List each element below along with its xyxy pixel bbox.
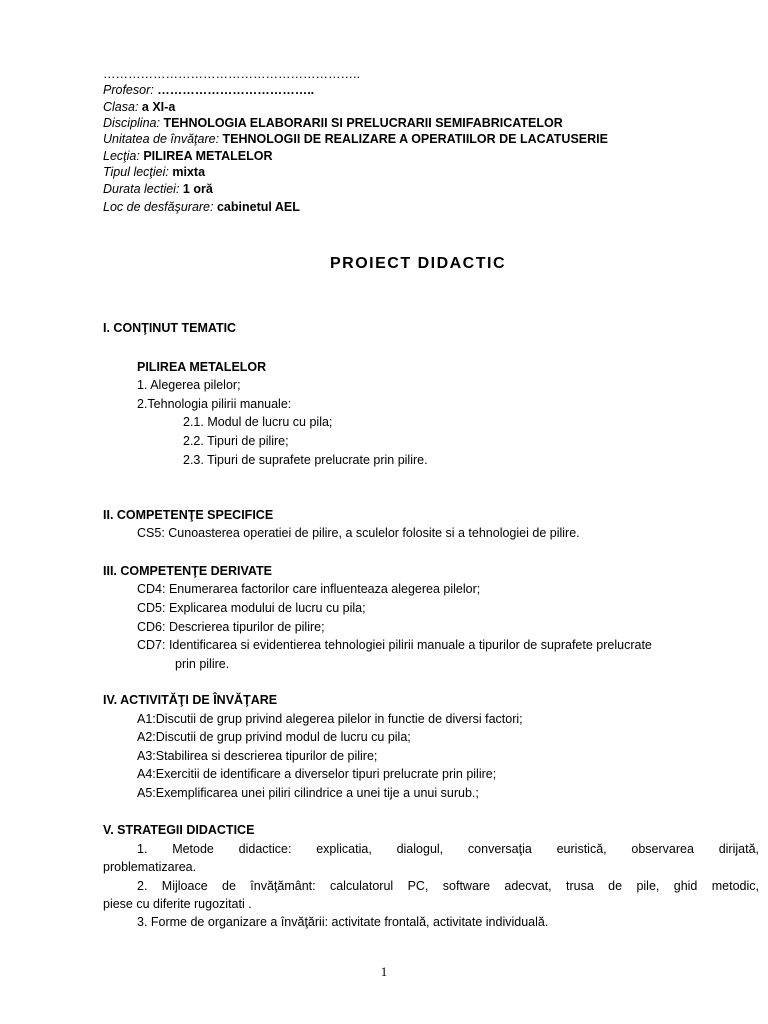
section-heading-competente-specifice: II. COMPETENŢE SPECIFICE <box>103 508 274 522</box>
loc-label: Loc de desfăşurare: <box>103 200 214 214</box>
list-item: A5:Exemplificarea unei piliri cilindrice a unei tije a unui surub.; <box>137 786 479 800</box>
header-durata <box>103 181 213 197</box>
header-dots: …………………………………………………….. <box>103 67 360 81</box>
loc-value: cabinetul AEL <box>216 200 300 214</box>
paragraph-metode-line1: 1. Metode didactice: explicatia, dialogul, conversaţia euristică, observarea dirijată, <box>137 842 759 856</box>
section-subheading: PILIREA METALELOR <box>137 360 267 374</box>
paragraph-mijloace-line1: 2. Mijloace de învăţământ: calculatorul PC, software adecvat, trusa de pile, ghid metodic, <box>137 879 759 893</box>
list-item: A1:Discutii de grup privind alegerea pilelor in functie de diversi factori; <box>137 712 523 726</box>
list-item: CD7: Identificarea si evidentierea tehnologiei pilirii manuale a tipurilor de suprafete prelucrate <box>137 638 652 652</box>
list-item-continuation: prin pilire. <box>175 657 230 671</box>
lectia-label: Lecţia: <box>103 149 140 163</box>
page-title: PROIECT DIDACTIC <box>330 255 506 272</box>
durata-label: Durata lectiei: <box>103 182 180 196</box>
page-number: 1 <box>380 964 388 979</box>
list-item: A2:Discutii de grup privind modul de lucru cu pila; <box>137 730 411 744</box>
list-item: CD6: Descrierea tipurilor de pilire; <box>137 620 325 634</box>
header-disciplina <box>103 115 563 131</box>
disciplina-value: TEHNOLOGIA ELABORARII SI PRELUCRARII SEMIFABRICATELOR <box>163 116 563 130</box>
section-heading-strategii: V. STRATEGII DIDACTICE <box>103 823 255 837</box>
unitatea-value: TEHNOLOGII DE REALIZARE A OPERATIILOR DE LACATUSERIE <box>222 132 608 146</box>
disciplina-label: Disciplina: <box>103 116 160 130</box>
header-clasa <box>103 99 175 115</box>
list-item: 2.3. Tipuri de suprafete prelucrate prin pilire. <box>183 453 428 467</box>
durata-value: 1 oră <box>182 182 213 196</box>
list-item: A3:Stabilirea si descrierea tipurilor de pilire; <box>137 749 378 763</box>
profesor-label: Profesor: <box>103 83 154 97</box>
paragraph-metode-line2: problematizarea. <box>103 860 197 874</box>
header-loc <box>103 199 300 215</box>
clasa-value: a XI-a <box>141 100 176 114</box>
list-item: A4:Exercitii de identificare a diverselor tipuri prelucrate prin pilire; <box>137 767 497 781</box>
section-heading-continut: I. CONŢINUT TEMATIC <box>103 321 237 335</box>
header-lectia <box>103 148 273 164</box>
tipul-value: mixta <box>172 165 206 179</box>
header-profesor <box>103 82 314 98</box>
paragraph-mijloace-line2: piese cu diferite rugozitati . <box>103 897 252 911</box>
lectia-value: PILIREA METALELOR <box>143 149 273 163</box>
header-unitatea <box>103 131 608 147</box>
list-item: CS5: Cunoasterea operatiei de pilire, a sculelor folosite si a tehnologiei de pilire. <box>137 526 580 540</box>
list-item: 2.2. Tipuri de pilire; <box>183 434 289 448</box>
unitatea-label: Unitatea de învăţare: <box>103 132 220 146</box>
list-item: 2.1. Modul de lucru cu pila; <box>183 415 333 429</box>
paragraph-forme: 3. Forme de organizare a învăţării: activitate frontală, activitate individuală. <box>137 915 549 929</box>
clasa-label: Clasa: <box>103 100 139 114</box>
tipul-label: Tipul lecţiei: <box>103 165 169 179</box>
list-item: 2.Tehnologia pilirii manuale: <box>137 397 292 411</box>
list-item: CD4: Enumerarea factorilor care influenteaza alegerea pilelor; <box>137 582 481 596</box>
section-heading-activitati: IV. ACTIVITĂŢI DE ÎNVĂŢARE <box>103 693 278 707</box>
header-tipul <box>103 164 205 180</box>
profesor-value: ……………………………….. <box>157 83 315 97</box>
list-item: 1. Alegerea pilelor; <box>137 378 241 392</box>
list-item: CD5: Explicarea modului de lucru cu pila; <box>137 601 366 615</box>
section-heading-competente-derivate: III. COMPETENŢE DERIVATE <box>103 564 272 578</box>
